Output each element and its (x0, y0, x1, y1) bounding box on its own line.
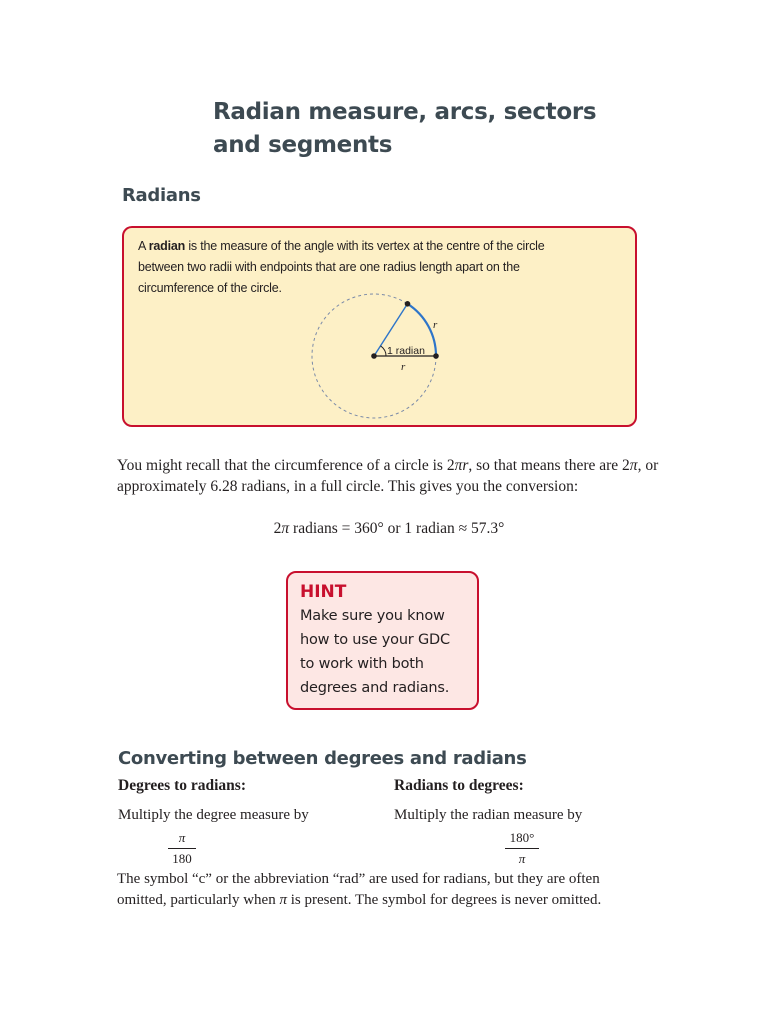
radian-diagram (124, 228, 639, 429)
radians-to-degrees-text: Multiply the radian measure by (394, 807, 583, 823)
conversion-part-a: 2 (273, 520, 282, 537)
label-r-arc: r (433, 319, 438, 331)
degrees-to-radians-text: Multiply the degree measure by (118, 807, 309, 823)
conversion-formula (0, 520, 768, 538)
note-pi: π (279, 892, 287, 908)
fraction-denominator: π (518, 851, 526, 866)
page-title (213, 96, 633, 162)
section-heading-converting: Converting between degrees and radians (118, 748, 527, 769)
hint-box (286, 571, 479, 710)
fraction-180-over-pi (505, 829, 539, 867)
centre-point (371, 353, 377, 359)
fraction-bar (505, 848, 539, 849)
hint-title: HINT (300, 582, 347, 602)
hint-line-4: degrees and radians. (300, 680, 450, 696)
fraction-bar (168, 848, 196, 849)
angle-marker (381, 346, 387, 356)
title-line-1: Radian measure, arcs, sectors (213, 99, 597, 125)
symbol-note (117, 869, 627, 911)
para-pi: π (629, 457, 638, 474)
note-part-1: The symbol “c” or the abbreviation “rad” are used for radians, but they are often omitted, particularly when (117, 871, 600, 908)
hint-line-1: Make sure you know (300, 608, 445, 624)
radians-to-degrees-heading: Radians to degrees: (394, 777, 524, 794)
definition-box (122, 226, 637, 427)
endpoint-2 (405, 301, 411, 307)
hint-line-2: how to use your GDC (300, 632, 450, 648)
label-r-radius: r (401, 361, 406, 373)
para-part-3: , or approximately 6.28 radians, in a full circle. This gives you the conversion: (117, 457, 659, 495)
note-part-2: is present. The symbol for degrees is never omitted. (286, 892, 602, 908)
para-part-1: You might recall that the circumference of a circle is 2 (117, 457, 455, 474)
fraction-numerator: π (178, 830, 186, 845)
conversion-pi: π (281, 520, 290, 537)
fraction-numerator: 180° (509, 830, 535, 845)
definition-term: radian (148, 239, 186, 253)
definition-pre: A (138, 239, 149, 253)
endpoint-1 (433, 353, 439, 359)
para-part-2: , so that means there are 2 (468, 457, 630, 474)
degrees-to-radians-heading: Degrees to radians: (118, 777, 246, 794)
title-line-2: and segments (213, 132, 393, 158)
definition-post: is the measure of the angle with its vertex at the centre of the circle between two radii with endpoints that are one radius length apart on the circumference of the circle. (138, 239, 545, 295)
conversion-part-b: radians = 360° or 1 radian ≈ 57.3° (289, 520, 505, 537)
para-2pir: πr (454, 457, 469, 474)
fraction-denominator: 180 (172, 851, 192, 866)
circumference-paragraph (117, 455, 677, 497)
label-1-radian: 1 radian (387, 345, 425, 357)
section-heading-radians: Radians (122, 185, 201, 206)
hint-body (300, 604, 477, 700)
hint-line-3: to work with both (300, 656, 424, 672)
fraction-pi-over-180 (168, 829, 196, 867)
